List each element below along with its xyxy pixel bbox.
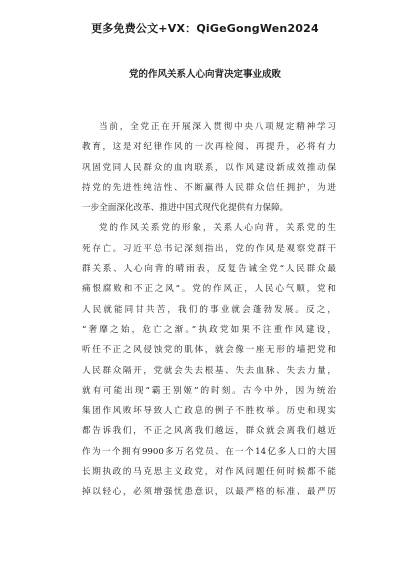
text-line: “奢靡之始，危亡之渐。”执政党如果不注重作风建设， [82, 324, 336, 335]
text-line: 就有可能出现“霸王别姬”的时刻。古今中外，因为统治 [82, 385, 336, 396]
text-line: 作为一个拥有9900多万名党员、在一个14亿多人口的大国 [82, 446, 336, 457]
text-line: 听任不正之风侵蚀党的肌体，就会像一座无形的墙把党和 [82, 345, 336, 356]
text-line: 掉以轻心，必须增强忧患意识，以最严格的标准、最严厉 [82, 487, 336, 498]
text-line: 痛恨腐败和不正之风”。党的作风正，人民心气顺，党和 [82, 284, 336, 295]
text-line: 集团作风败坏导致人亡政息的例子不胜枚举。历史和现实 [82, 406, 336, 417]
text-line: 长期执政的马克思主义政党，对作风问题任何时候都不能 [82, 467, 336, 478]
text-line: 人民群众隔开，党就会失去根基、失去血脉、失去力量， [82, 365, 336, 376]
article-title: 党的作风关系人心向背决定事业成败 [128, 69, 281, 80]
text-line: 巩固党同人民群众的血肉联系，以作风建设新成效推动保 [82, 162, 336, 173]
text-line: 死存亡。习近平总书记深刻指出，党的作风是观察党群干 [82, 243, 336, 254]
text-line: 人民就能同甘共苦，我们的事业就会蓬勃发展。反之， [82, 304, 336, 315]
article-body [82, 117, 336, 503]
text-line: 都告诉我们，不正之风离我们越远，群众就会离我们越近 [82, 426, 336, 437]
paragraph-2 [82, 218, 336, 502]
text-line: 当前，全党正在开展深入贯彻中央八项规定精神学习 [99, 122, 336, 132]
text-line: 群关系、人心向背的晴雨表，反复告诫全党“人民群众最 [82, 264, 336, 275]
text-line: 党的作风关系党的形象，关系人心向背，关系党的生 [99, 223, 336, 234]
text-line: 持党的先进性纯洁性、不断赢得人民群众信任拥护，为进 [82, 182, 336, 193]
paragraph-1 [82, 117, 336, 218]
text-line: 教育，这是对纪律作风的一次再检阅、再提升，必将有力 [82, 142, 336, 153]
text-line: 一步全面深化改革、推进中国式现代化提供有力保障。 [82, 203, 289, 214]
watermark-header: 更多免费公文+VX：QiGeGongWen2024 [91, 22, 319, 35]
